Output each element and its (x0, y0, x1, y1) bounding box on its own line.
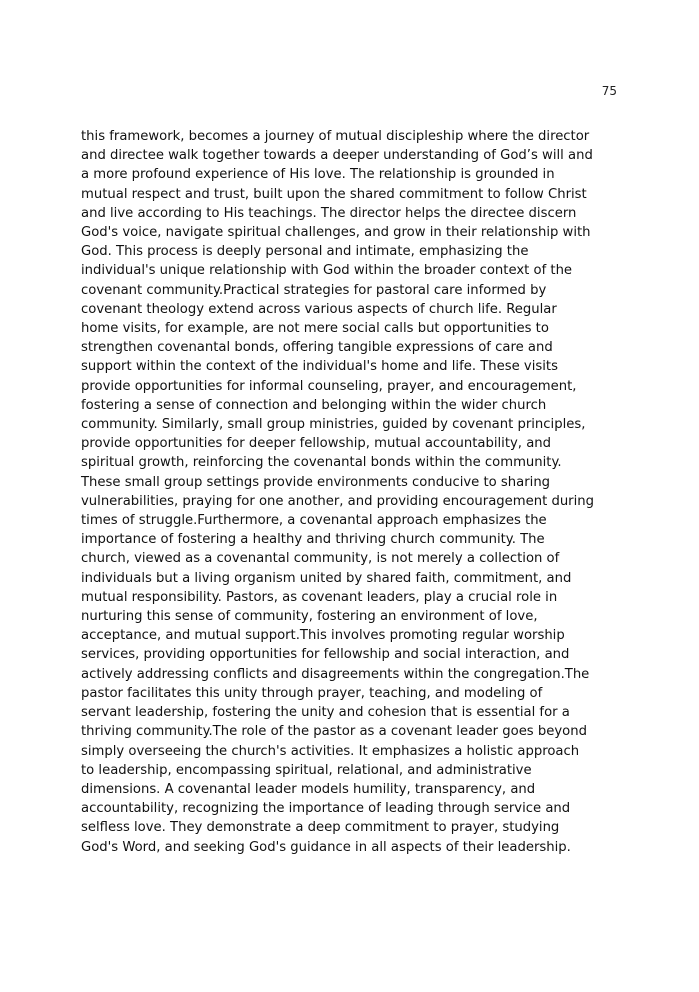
page-number: 75 (601, 84, 617, 98)
body-paragraph: this framework, becomes a journey of mutual discipleship where the director and directee walk together towards a deeper understanding of God’s will and a more profound experience of His love. The relationship is grounded in mutual respect and trust, built upon the shared commitment to follow Christ and live according to His teachings. The director helps the directee discern God's voice, navigate spiritual challenges, and grow in their relationship with God. This process is deeply personal and intimate, emphasizing the individual's unique relationship with God within the broader context of the covenant community.Practical strategies for pastoral care informed by covenant theology extend across various aspects of church life. Regular home visits, for example, are not mere social calls but opportunities to strengthen covenantal bonds, offering tangible expressions of care and support within the context of the individual's home and life. These visits provide opportunities for informal counseling, prayer, and encouragement, fostering a sense of connection and belonging within the wider church community. Similarly, small group ministries, guided by covenant principles, provide opportunities for deeper fellowship, mutual accountability, and spiritual growth, reinforcing the covenantal bonds within the community. These small group settings provide environments conducive to sharing vulnerabilities, praying for one another, and providing encouragement during times of struggle.Furthermore, a covenantal approach emphasizes the importance of fostering a healthy and thriving church community. The church, viewed as a covenantal community, is not merely a collection of individuals but a living organism united by shared faith, commitment, and mutual responsibility. Pastors, as covenant leaders, play a crucial role in nurturing this sense of community, fostering an environment of love, acceptance, and mutual support.This involves promoting regular worship services, providing opportunities for fellowship and social interaction, and actively addressing conflicts and disagreements within the congregation.The pastor facilitates this unity through prayer, teaching, and modeling of servant leadership, fostering the unity and cohesion that is essential for a thriving community.The role of the pastor as a covenant leader goes beyond simply overseeing the church's activities. It emphasizes a holistic approach to leadership, encompassing spiritual, relational, and administrative dimensions. A covenantal leader models humility, transparency, and accountability, recognizing the importance of leading through service and selfless love. They demonstrate a deep commitment to prayer, studying God's Word, and seeking God's guidance in all aspects of their leadership. (81, 129, 594, 855)
